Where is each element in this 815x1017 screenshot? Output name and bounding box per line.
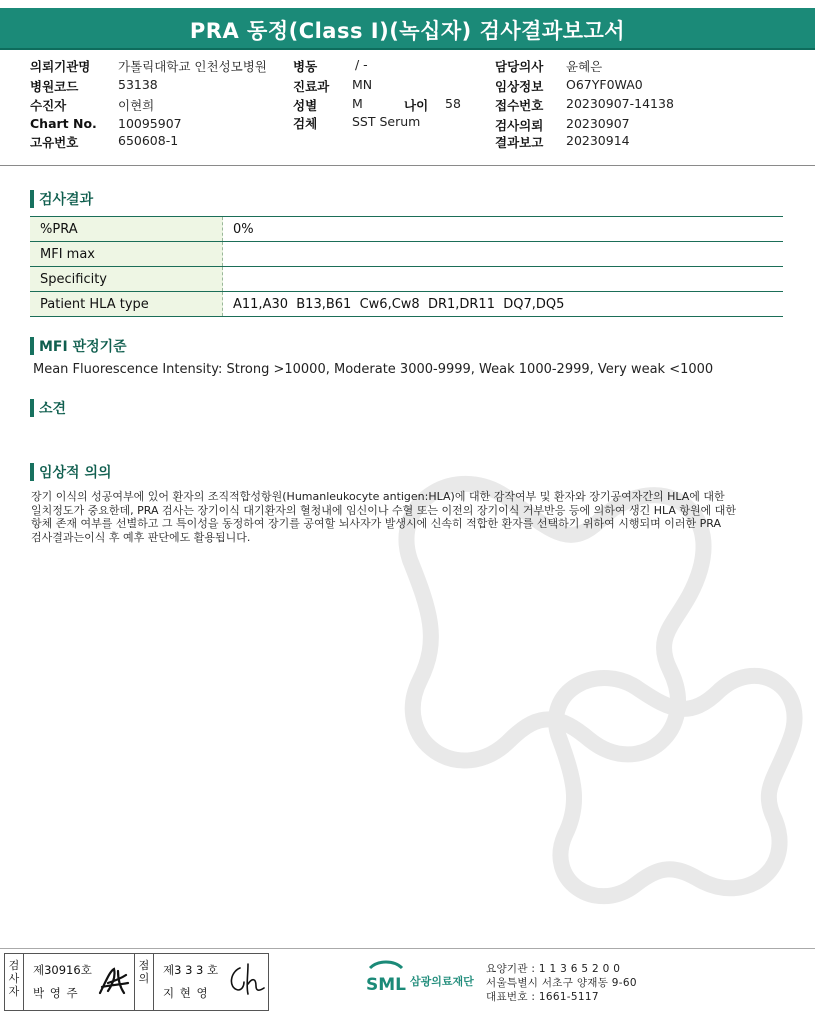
- specimen-label: 검체: [293, 116, 318, 131]
- sml-logo-icon: [364, 958, 408, 998]
- result-label: %PRA: [30, 217, 223, 242]
- institution-value: 가톨릭대학교 인천성모병원: [118, 59, 267, 74]
- heading-bar: [30, 463, 34, 481]
- hospital-code-value: 53138: [118, 77, 158, 92]
- mfi-criteria-text: Mean Fluorescence Intensity: Strong >10000, Moderate 3000-9999, Weak 1000-2999, Very weak <1000: [33, 362, 714, 377]
- reviewer-name: 지 현 영: [163, 986, 209, 1000]
- report-header: [0, 8, 815, 50]
- care-institution-no: 요양기관 : 1 1 3 6 5 2 0 0: [486, 963, 621, 975]
- unique-no-value: 650608-1: [118, 133, 179, 148]
- receipt-no-label: 접수번호: [495, 98, 544, 113]
- footer-divider: [0, 948, 815, 949]
- institution-label: 의뢰기관명: [30, 59, 91, 74]
- table-row: [30, 292, 783, 317]
- test-request-value: 20230907: [566, 116, 630, 131]
- results-heading-text: 검사결과: [39, 192, 94, 208]
- department-value: MN: [352, 77, 373, 92]
- clinical-significance-text: [31, 490, 761, 544]
- heading-bar: [30, 399, 34, 417]
- phone: 대표번호 : 1661-5117: [486, 991, 599, 1003]
- ward-value: / -: [355, 57, 368, 72]
- result-value: [223, 267, 784, 292]
- result-label: Specificity: [30, 267, 223, 292]
- chart-no-label: Chart No.: [30, 116, 97, 131]
- reviewer-license-no: 제3 3 3 호: [163, 963, 219, 977]
- paragraph-line: 일치정도가 중요한데, PRA 검사는 장기이식 대기환자의 혈청내에 임신이나 수혈 또는 이전의 장기이식 거부반응 등에 의하여 생긴 HLA 항원에 대한: [31, 503, 737, 517]
- age-value: 58: [445, 96, 461, 111]
- patient-label: 수진자: [30, 98, 67, 113]
- logo-text: SML: [366, 975, 406, 995]
- doctor-value: 윤혜은: [566, 59, 603, 74]
- heading-bar: [30, 337, 34, 355]
- result-value: [223, 242, 784, 267]
- chart-no-value: 10095907: [118, 116, 182, 131]
- department-label: 진료과: [293, 79, 330, 94]
- org-name: 삼광의료재단: [410, 975, 474, 988]
- sex-value: M: [352, 96, 363, 111]
- table-row: [30, 267, 783, 292]
- table-row: [30, 217, 783, 242]
- specimen-value: SST Serum: [352, 114, 421, 129]
- address: 서울특별시 서초구 양재동 9-60: [486, 977, 637, 989]
- result-label: Patient HLA type: [30, 292, 223, 317]
- test-request-label: 검사의뢰: [495, 118, 544, 133]
- results-heading: [30, 189, 93, 209]
- report-title: PRA 동정(Class I)(녹십자) 검사결과보고서: [189, 19, 626, 43]
- mfi-heading-text: MFI 판정기준: [39, 339, 127, 355]
- clinical-info-label: 임상정보: [495, 79, 544, 94]
- age-label: 나이: [404, 98, 429, 113]
- heading-bar: [30, 190, 34, 208]
- clinical-info-value: O67YF0WA0: [566, 77, 643, 92]
- doctor-label: 담당의사: [495, 59, 544, 74]
- opinion-heading: [30, 398, 66, 418]
- tester-license-no: 제30916호: [33, 963, 92, 977]
- paragraph-line: 장기 이식의 성공여부에 있어 환자의 조직적합성항원(Humanleukocyte antigen:HLA)에 대한 감작여부 및 환자와 장기공여자간의 HLA에 대한: [31, 490, 725, 503]
- reviewer-signature: [224, 960, 268, 1000]
- reviewer-label: 점의: [134, 953, 154, 1011]
- hospital-code-label: 병원코드: [30, 79, 79, 94]
- tester-signature: [96, 963, 132, 999]
- sex-label: 성별: [293, 98, 318, 113]
- clinical-heading: [30, 462, 112, 482]
- result-report-value: 20230914: [566, 133, 630, 148]
- table-row: [30, 242, 783, 267]
- receipt-no-value: 20230907-14138: [566, 96, 674, 111]
- result-report-label: 결과보고: [495, 135, 544, 150]
- patient-value: 이현희: [118, 98, 155, 113]
- ward-label: 병동: [293, 59, 318, 74]
- info-divider: [0, 165, 815, 166]
- tester-name: 박 영 주: [33, 986, 79, 1000]
- result-label: MFI max: [30, 242, 223, 267]
- unique-no-label: 고유번호: [30, 135, 79, 150]
- result-value: A11,A30 B13,B61 Cw6,Cw8 DR1,DR11 DQ7,DQ5: [223, 292, 784, 317]
- clinical-heading-text: 임상적 의의: [39, 465, 112, 481]
- opinion-heading-text: 소견: [39, 401, 67, 417]
- patient-info-block: [0, 56, 815, 156]
- results-table: [30, 216, 783, 317]
- tester-label: 검사자: [4, 953, 24, 1011]
- paragraph-line: 항체 존재 여부를 선별하고 그 특이성을 동정하여 장기를 공여할 뇌사자가 발생시에 신속히 적합한 환자를 선택하기 위하여 시행되며 이러한 PRA: [31, 517, 721, 531]
- paragraph-line: 검사결과는이식 후 예후 판단에도 활용됩니다.: [31, 530, 251, 544]
- mfi-heading: [30, 336, 127, 356]
- result-value: 0%: [223, 217, 784, 242]
